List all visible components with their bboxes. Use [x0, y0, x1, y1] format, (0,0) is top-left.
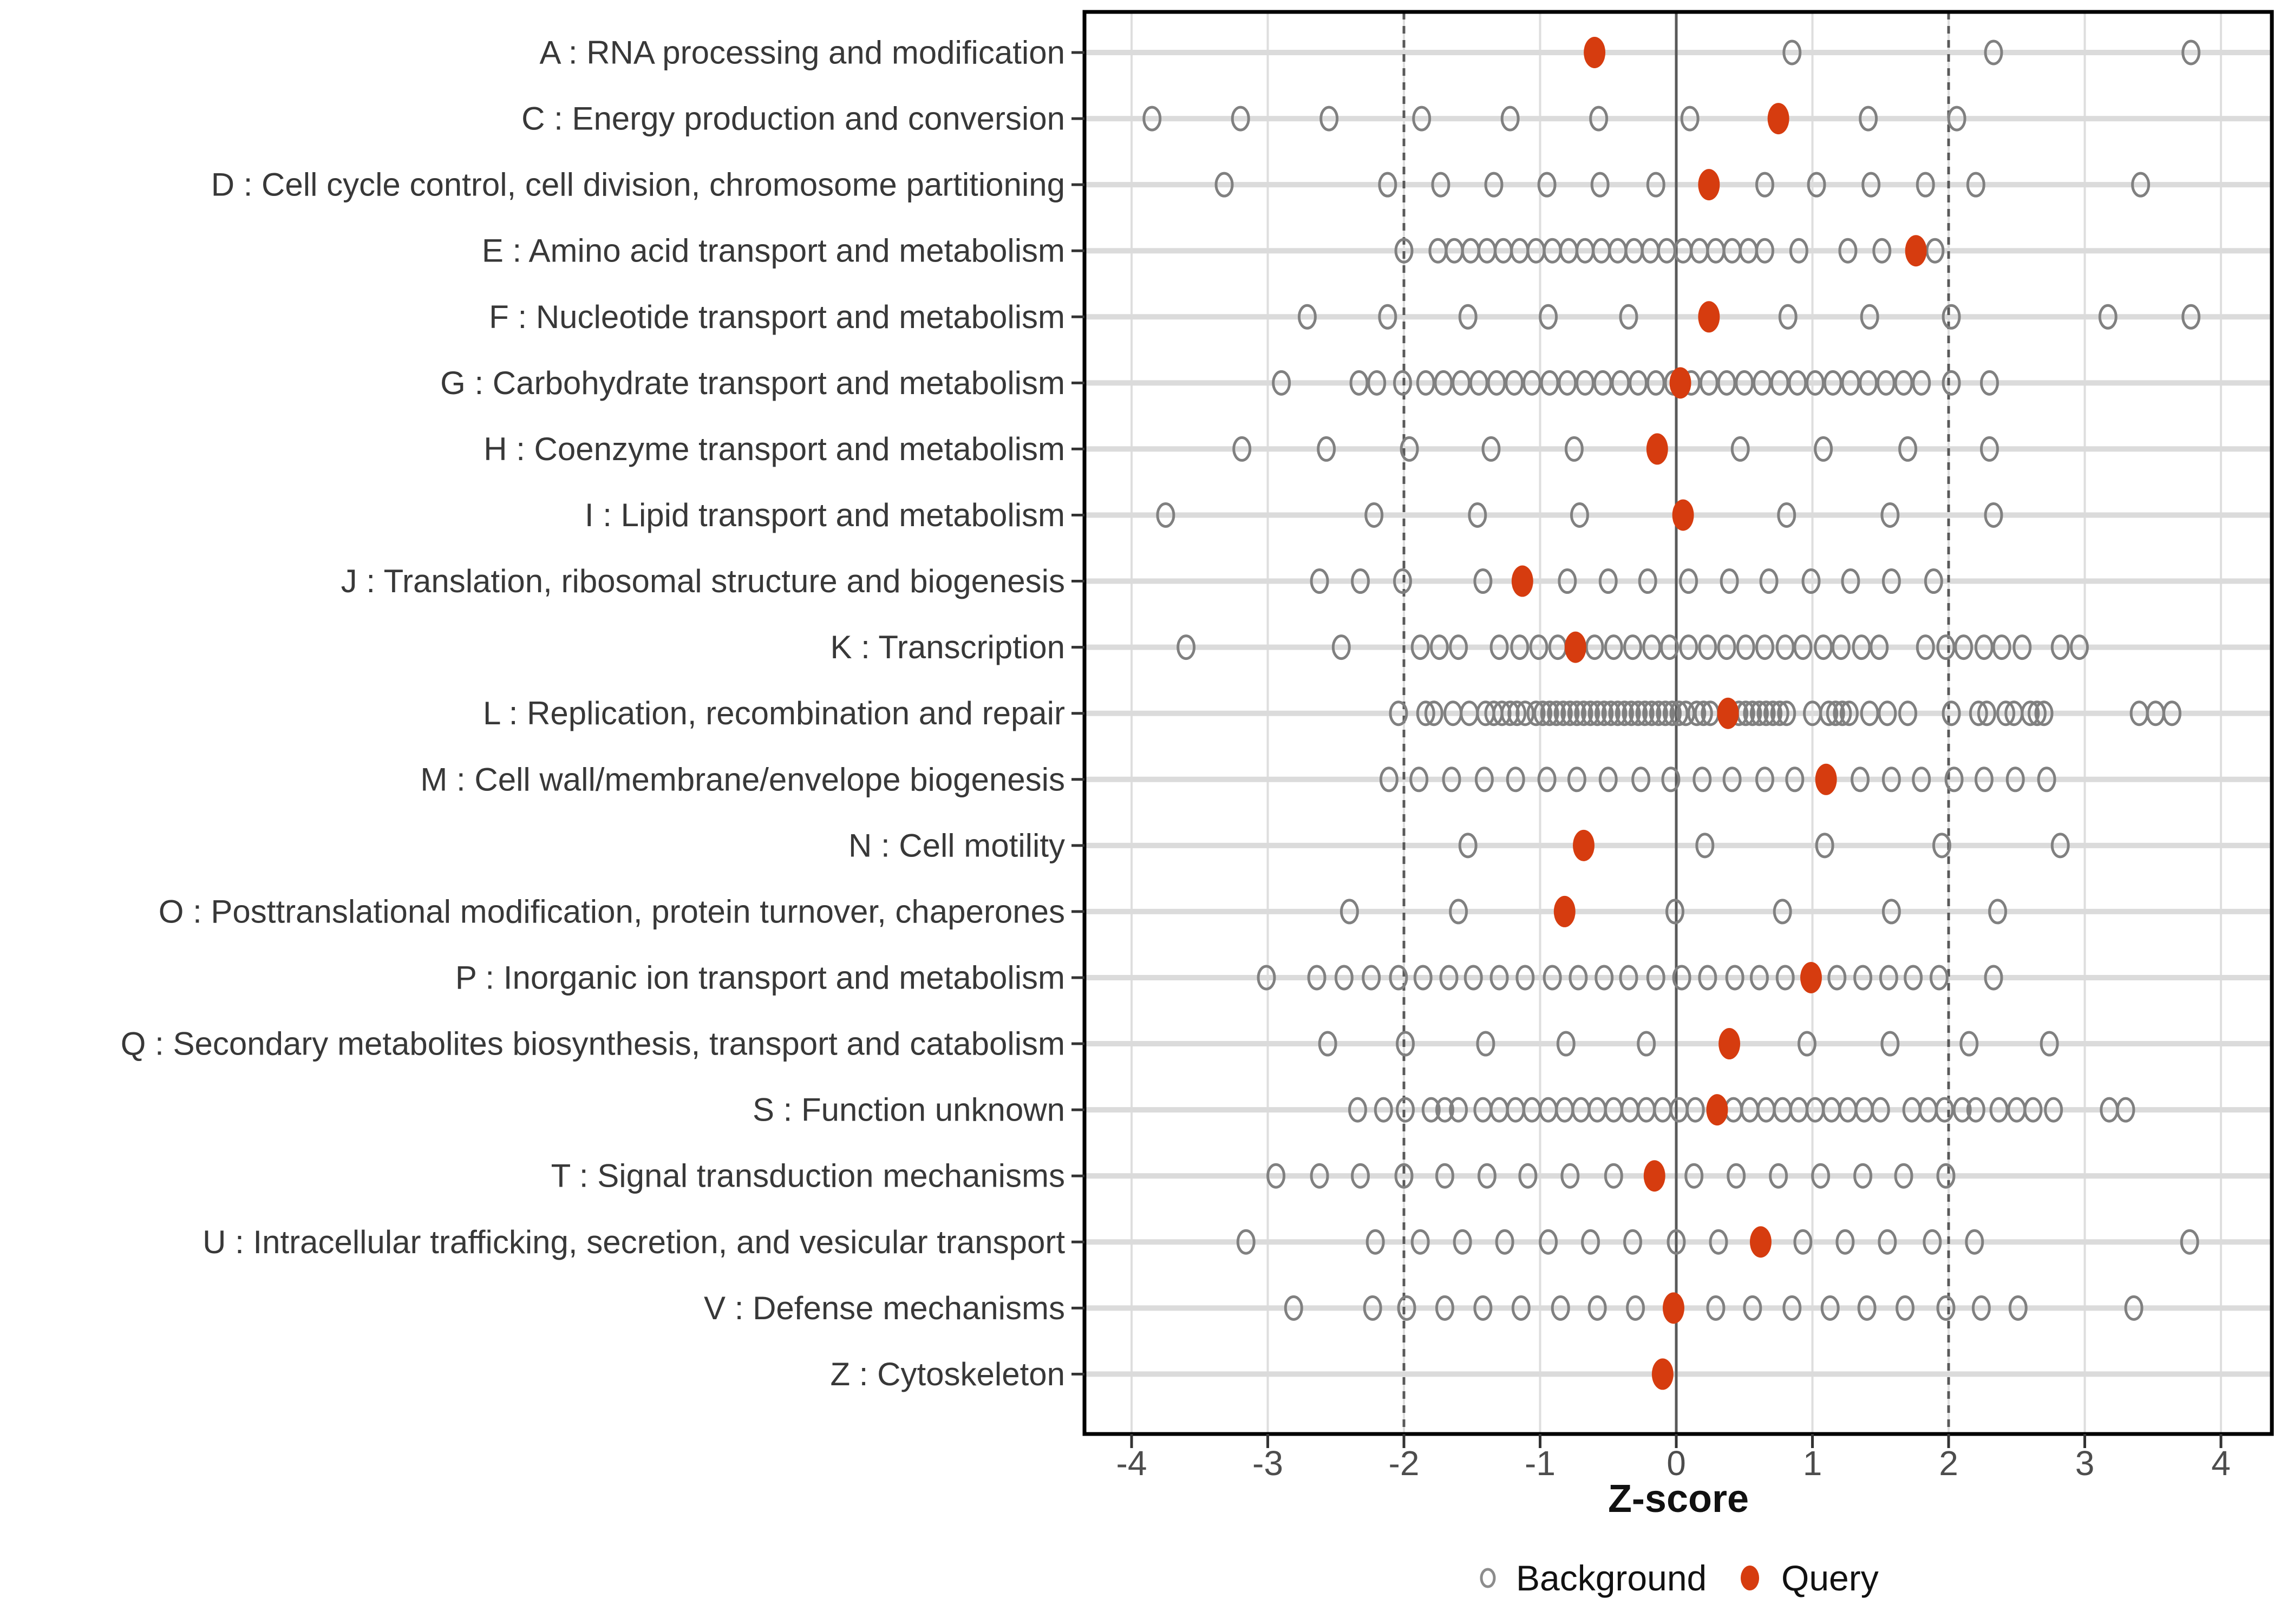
category-label: L : Replication, recombination and repair — [482, 695, 1065, 732]
query-point — [1646, 433, 1668, 464]
query-point — [1905, 235, 1927, 266]
category-label: K : Transcription — [830, 629, 1065, 666]
category-label: F : Nucleotide transport and metabolism — [489, 298, 1065, 335]
query-point — [1718, 1028, 1740, 1059]
query-point — [1644, 1160, 1665, 1191]
x-tick-label: 4 — [2211, 1444, 2231, 1483]
query-point — [1584, 37, 1605, 68]
query-point — [1565, 632, 1586, 663]
x-tick-label: 0 — [1667, 1444, 1686, 1483]
category-label: U : Intracellular trafficking, secretion, and vesicular transport — [202, 1223, 1065, 1260]
x-tick-label: 1 — [1802, 1444, 1822, 1483]
x-tick-label: 3 — [2075, 1444, 2095, 1483]
category-label: T : Signal transduction mechanisms — [551, 1157, 1065, 1194]
category-label: H : Coenzyme transport and metabolism — [483, 430, 1065, 467]
x-axis — [1116, 1434, 2231, 1483]
category-label: O : Posttranslational modification, protein turnover, chaperones — [158, 893, 1065, 930]
query-point — [1573, 830, 1595, 861]
category-label: C : Energy production and conversion — [521, 100, 1065, 137]
legend — [1481, 1558, 1879, 1598]
category-label: N : Cell motility — [848, 827, 1065, 864]
category-label: G : Carbohydrate transport and metabolism — [440, 364, 1065, 401]
legend-query-label: Query — [1781, 1558, 1879, 1598]
x-tick-label: 2 — [1939, 1444, 1958, 1483]
x-tick-label: -3 — [1252, 1444, 1283, 1483]
query-point — [1706, 1094, 1728, 1125]
category-label: M : Cell wall/membrane/envelope biogenesis — [420, 761, 1065, 798]
query-point — [1512, 566, 1533, 597]
x-tick-label: -1 — [1525, 1444, 1556, 1483]
category-label: V : Defense mechanisms — [704, 1289, 1065, 1326]
category-label: I : Lipid transport and metabolism — [584, 496, 1065, 533]
legend-background-label: Background — [1516, 1558, 1707, 1598]
query-point — [1652, 1358, 1674, 1390]
category-label: S : Function unknown — [752, 1091, 1065, 1128]
category-label: D : Cell cycle control, cell division, chromosome partitioning — [211, 166, 1065, 203]
query-point — [1800, 962, 1822, 993]
query-point — [1768, 103, 1789, 134]
query-point — [1698, 301, 1720, 332]
category-label: E : Amino acid transport and metabolism — [481, 232, 1065, 269]
category-label: P : Inorganic ion transport and metabolism — [455, 959, 1065, 996]
legend-background-icon — [1481, 1569, 1494, 1587]
query-point — [1750, 1226, 1772, 1258]
query-point — [1698, 169, 1720, 200]
category-label: J : Translation, ribosomal structure and biogenesis — [341, 563, 1065, 600]
category-label: Q : Secondary metabolites biosynthesis, transport and catabolism — [120, 1025, 1065, 1062]
query-point — [1815, 764, 1837, 795]
query-point — [1663, 1292, 1684, 1324]
query-point — [1717, 698, 1739, 729]
legend-query-icon — [1741, 1566, 1759, 1590]
category-label: A : RNA processing and modification — [539, 34, 1065, 71]
query-point — [1672, 499, 1694, 531]
category-label: Z : Cytoskeleton — [830, 1355, 1065, 1392]
x-axis-title: Z-score — [1608, 1477, 1749, 1521]
x-tick-label: -2 — [1388, 1444, 1420, 1483]
y-axis — [121, 35, 1084, 1392]
x-tick-label: -4 — [1116, 1444, 1147, 1483]
query-point — [1670, 367, 1691, 398]
query-point — [1554, 896, 1576, 927]
